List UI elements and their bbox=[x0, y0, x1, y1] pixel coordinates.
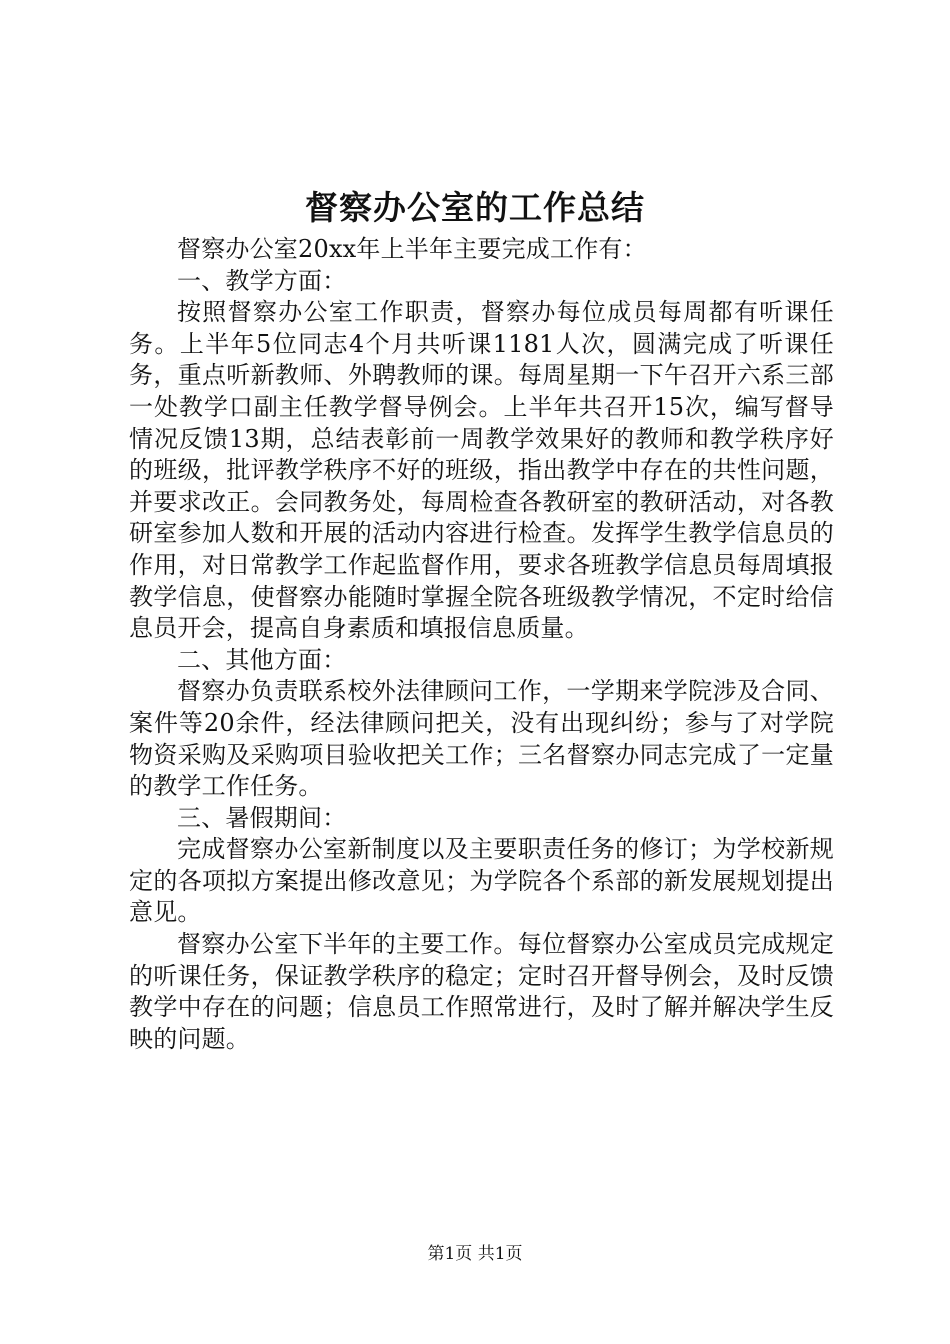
section-heading-summer: 三、暑假期间： bbox=[177, 803, 347, 832]
other-paragraph: 督察办负责联系校外法律顾问工作，一学期来学院涉及合同、案件等20余件，经法律顾问把关，没有出现纠纷；参与了对学院物资采购及采购项目验收把关工作；三名督察办同志完成了一定量的教学工作任务。 bbox=[129, 677, 834, 801]
page-footer: 第1页 共1页 bbox=[427, 1244, 523, 1264]
intro-paragraph: 督察办公室20xx年上半年主要完成工作有： bbox=[177, 235, 647, 263]
document-body bbox=[129, 234, 834, 1055]
section-heading-teaching: 一、教学方面： bbox=[177, 266, 347, 295]
teaching-paragraph: 按照督察办公室工作职责，督察办每位成员每周都有听课任务。上半年5位同志4个月共听课1181人次，圆满完成了听课任务，重点听新教师、外聘教师的课。每周星期一下午召开六系三部一处教学口副主任教学督导例会。上半年共召开15次，编写督导情况反馈13期，总结表彰前一周教学效果好的教师和教学秩序好的班级，批评教学秩序不好的班级，指出教学中存在的共性问题，并要求改正。会同教务处，每周检查各教研室的教研活动，对各教研室参加人数和开展的活动内容进行检查。发挥学生教学信息员的作用，对日常教学工作起监督作用，要求各班教学信息员每周填报教学信息，使督察办能随时掌握全院各班级教学情况，不定时给信息员开会，提高自身素质和填报信息质量。 bbox=[129, 298, 834, 643]
section-heading-other: 二、其他方面： bbox=[177, 645, 347, 674]
summer-paragraph: 完成督察办公室新制度以及主要职责任务的修订；为学校新规定的各项拟方案提出修改意见；为学院各个系部的新发展规划提出意见。 bbox=[129, 835, 834, 927]
second-half-paragraph: 督察办公室下半年的主要工作。每位督察办公室成员完成规定的听课任务，保证教学秩序的稳定；定时召开督导例会，及时反馈教学中存在的问题；信息员工作照常进行，及时了解并解决学生反映的问题。 bbox=[129, 930, 834, 1053]
document-title: 督察办公室的工作总结 bbox=[305, 188, 645, 227]
